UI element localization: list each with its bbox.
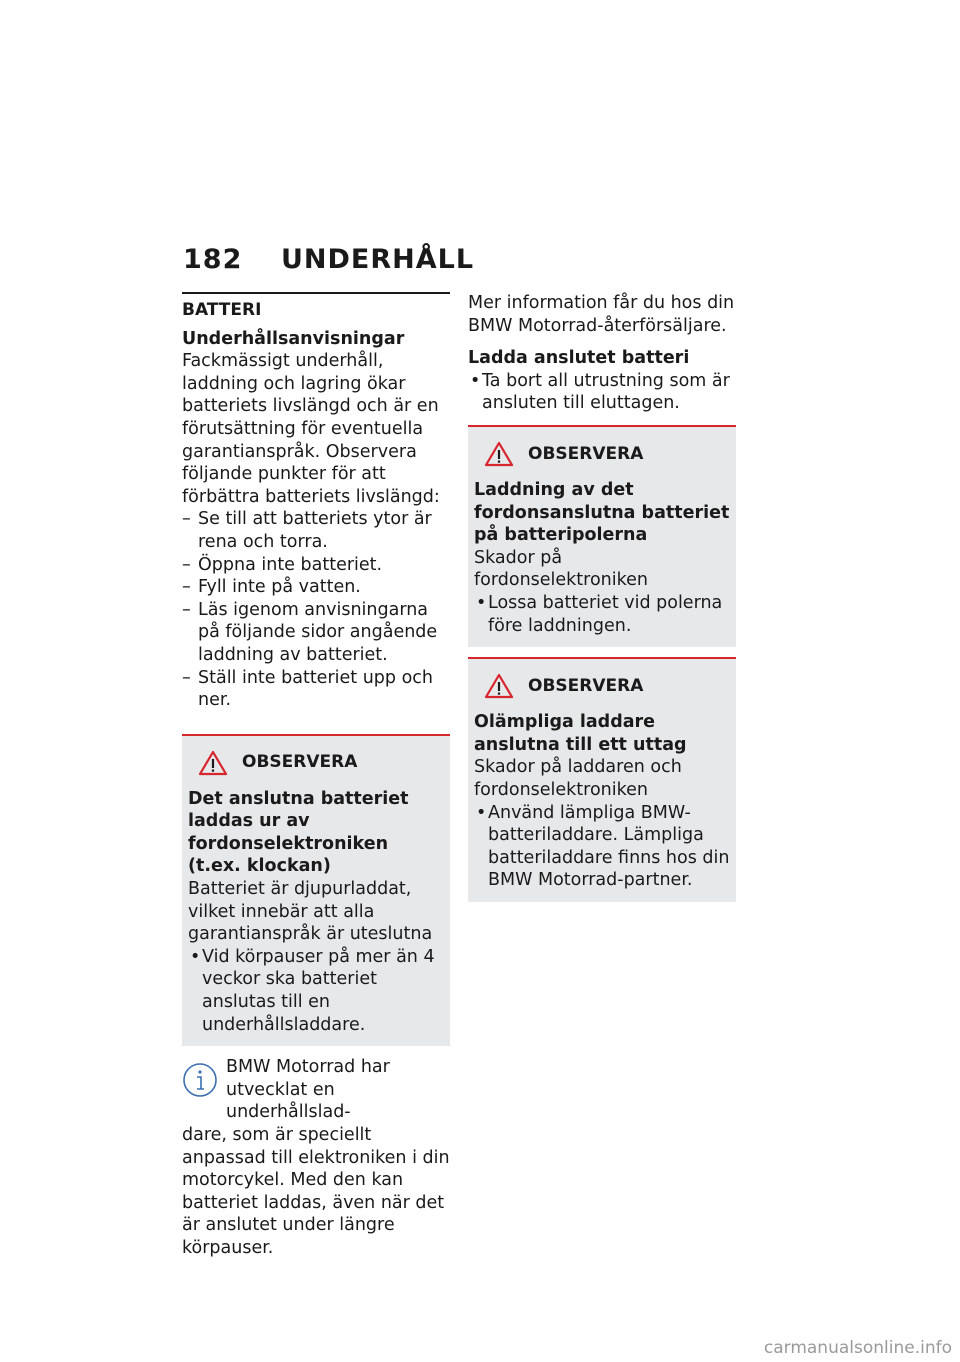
watermark: carmanualsonline.info [763, 1338, 952, 1358]
warning-title: Olämpliga laddare anslutna till ett uttag [474, 712, 687, 755]
warning-triangle-icon [484, 673, 514, 699]
right-column [468, 292, 736, 902]
list-item: • Använd lämpliga BMW-batteriladdare. Lämpliga batteriladdare finns hos din BMW Motorrad-partner. [474, 802, 730, 892]
info-circle-icon [182, 1062, 218, 1098]
warning-triangle-icon [484, 441, 514, 467]
dealer-info-text: Mer information får du hos din BMW Motorrad-återförsäljare. [468, 293, 735, 336]
prep-bullets [468, 370, 736, 415]
warning-text: Batteriet är djupurladdat, vilket innebär att alla garantianspråk är uteslutna [188, 879, 433, 945]
left-column [182, 292, 450, 1260]
intro-text: Fackmässigt underhåll, laddning och lagring ökar batteriets livslängd och är en förutsättning för eventuella garantianspråk. Observera följande punkter för att förbättra batteriets livslängd: [182, 351, 440, 507]
warning-title: Laddning av det fordonsanslutna batteriet på batteripolerna [474, 479, 730, 546]
warning-header [188, 750, 444, 776]
section-title: BATTERI [182, 292, 450, 322]
subsection-title: Ladda anslutet batteri [468, 348, 690, 369]
info-text-first: BMW Motorrad har utvecklat en underhållslad- [226, 1057, 390, 1123]
list-item: – Öppna inte batteriet. [182, 554, 450, 577]
warning-text: Skador på laddaren och fordonselektroniken [474, 757, 682, 800]
list-item: • Ta bort all utrustning som är ansluten till eluttagen. [468, 370, 736, 415]
warning-bullets [188, 946, 444, 1036]
warning-text: Skador på fordonselektroniken [474, 547, 649, 591]
warning-box [182, 734, 450, 1047]
warning-bullets [474, 592, 730, 637]
info-text-rest: dare, som är speciellt anpassad till elektroniken i din motorcykel. Med den kan batteriet laddas, även när det är anslutet under längre körpauser. [182, 1125, 450, 1258]
warning-triangle-icon [198, 750, 228, 776]
list-item: • Lossa batteriet vid polerna före laddningen. [474, 592, 730, 637]
list-item: – Läs igenom anvisningarna på följande sidor angående laddning av batteriet. [182, 599, 450, 667]
warning-label: OBSERVERA [242, 752, 358, 773]
warning-bullets [474, 802, 730, 892]
page-number: 182 [183, 244, 243, 275]
warning-label: OBSERVERA [528, 675, 644, 696]
list-item: – Se till att batteriets ytor är rena och torra. [182, 508, 450, 553]
page-header [183, 244, 474, 275]
warning-header [474, 441, 730, 467]
care-list [182, 508, 450, 711]
list-item: – Fyll inte på vatten. [182, 576, 450, 599]
warning-header [474, 673, 730, 699]
warning-box [468, 425, 736, 647]
warning-label: OBSERVERA [528, 443, 644, 464]
chapter-title: UNDERHÅLL [281, 244, 475, 275]
subsection-title: Underhållsanvisningar [182, 328, 405, 349]
list-item: • Vid körpauser på mer än 4 veckor ska batteriet anslutas till en underhållsladdare. [188, 946, 444, 1036]
warning-box [468, 657, 736, 902]
list-item: – Ställ inte batteriet upp och ner. [182, 667, 450, 712]
warning-title: Det anslutna batteriet laddas ur av fordonselektroniken (t.ex. klockan) [188, 788, 409, 877]
info-note [182, 1056, 450, 1259]
